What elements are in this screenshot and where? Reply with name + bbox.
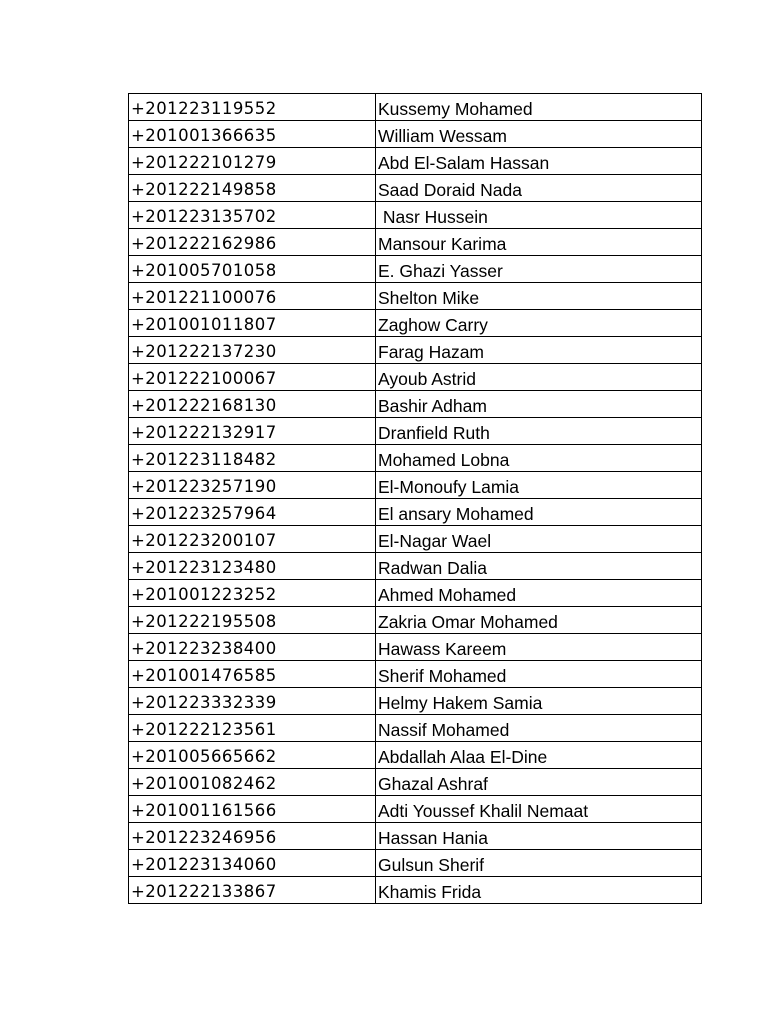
table-row — [129, 499, 702, 526]
phone-cell: +201222149858 — [129, 175, 376, 202]
table-row — [129, 850, 702, 877]
phone-cell: +201223135702 — [129, 202, 376, 229]
name-cell: Shelton Mike — [376, 283, 702, 310]
phone-cell: +201223119552 — [129, 94, 376, 121]
table-row — [129, 283, 702, 310]
phone-cell: +201222101279 — [129, 148, 376, 175]
phone-cell: +201222195508 — [129, 607, 376, 634]
table-row — [129, 94, 702, 121]
phone-cell: +201222162986 — [129, 229, 376, 256]
table-row — [129, 634, 702, 661]
table-row — [129, 769, 702, 796]
name-cell: El-Monoufy Lamia — [376, 472, 702, 499]
table-row — [129, 661, 702, 688]
phone-cell: +201223257190 — [129, 472, 376, 499]
name-cell: Zakria Omar Mohamed — [376, 607, 702, 634]
table-row — [129, 823, 702, 850]
name-cell: Sherif Mohamed — [376, 661, 702, 688]
name-cell: Ayoub Astrid — [376, 364, 702, 391]
name-cell: Helmy Hakem Samia — [376, 688, 702, 715]
name-cell: Gulsun Sherif — [376, 850, 702, 877]
table-row — [129, 202, 702, 229]
name-cell: Farag Hazam — [376, 337, 702, 364]
table-row — [129, 148, 702, 175]
table-row — [129, 742, 702, 769]
phone-cell: +201221100076 — [129, 283, 376, 310]
table-row — [129, 607, 702, 634]
name-cell: Saad Doraid Nada — [376, 175, 702, 202]
table-row — [129, 121, 702, 148]
name-cell: Radwan Dalia — [376, 553, 702, 580]
phone-cell: +201223200107 — [129, 526, 376, 553]
table-row — [129, 175, 702, 202]
phone-cell: +201222100067 — [129, 364, 376, 391]
phone-cell: +201222133867 — [129, 877, 376, 904]
table-row — [129, 337, 702, 364]
phone-cell: +201001366635 — [129, 121, 376, 148]
name-cell: El ansary Mohamed — [376, 499, 702, 526]
phone-cell: +201001011807 — [129, 310, 376, 337]
name-cell: Zaghow Carry — [376, 310, 702, 337]
name-cell: William Wessam — [376, 121, 702, 148]
name-cell: Abd El-Salam Hassan — [376, 148, 702, 175]
phone-cell: +201222132917 — [129, 418, 376, 445]
table-row — [129, 796, 702, 823]
table-row — [129, 418, 702, 445]
table-row — [129, 715, 702, 742]
phone-cell: +201001082462 — [129, 769, 376, 796]
phone-cell: +201005665662 — [129, 742, 376, 769]
phone-cell: +201222123561 — [129, 715, 376, 742]
name-cell: Dranfield Ruth — [376, 418, 702, 445]
name-cell: Bashir Adham — [376, 391, 702, 418]
phone-cell: +201001476585 — [129, 661, 376, 688]
table-row — [129, 553, 702, 580]
phone-cell: +201001161566 — [129, 796, 376, 823]
table-row — [129, 472, 702, 499]
phone-cell: +201223134060 — [129, 850, 376, 877]
contacts-table — [128, 93, 702, 904]
name-cell: Khamis Frida — [376, 877, 702, 904]
phone-cell: +201223332339 — [129, 688, 376, 715]
phone-cell: +201223246956 — [129, 823, 376, 850]
phone-cell: +201223118482 — [129, 445, 376, 472]
phone-cell: +201222137230 — [129, 337, 376, 364]
table-row — [129, 580, 702, 607]
table-row — [129, 364, 702, 391]
table-row — [129, 391, 702, 418]
phone-cell: +201005701058 — [129, 256, 376, 283]
phone-cell: +201001223252 — [129, 580, 376, 607]
name-cell: Nasr Hussein — [376, 202, 702, 229]
name-cell: Abdallah Alaa El-Dine — [376, 742, 702, 769]
table-row — [129, 445, 702, 472]
name-cell: Adti Youssef Khalil Nemaat — [376, 796, 702, 823]
name-cell: El-Nagar Wael — [376, 526, 702, 553]
name-cell: Kussemy Mohamed — [376, 94, 702, 121]
name-cell: Hawass Kareem — [376, 634, 702, 661]
name-cell: Ahmed Mohamed — [376, 580, 702, 607]
phone-cell: +201223238400 — [129, 634, 376, 661]
table-row — [129, 310, 702, 337]
phone-cell: +201223123480 — [129, 553, 376, 580]
name-cell: Mohamed Lobna — [376, 445, 702, 472]
name-cell: Mansour Karima — [376, 229, 702, 256]
name-cell: E. Ghazi Yasser — [376, 256, 702, 283]
contacts-table-body — [129, 94, 702, 904]
name-cell: Hassan Hania — [376, 823, 702, 850]
table-row — [129, 526, 702, 553]
phone-cell: +201222168130 — [129, 391, 376, 418]
name-cell: Nassif Mohamed — [376, 715, 702, 742]
table-row — [129, 688, 702, 715]
table-row — [129, 229, 702, 256]
table-row — [129, 256, 702, 283]
name-cell: Ghazal Ashraf — [376, 769, 702, 796]
phone-cell: +201223257964 — [129, 499, 376, 526]
table-row — [129, 877, 702, 904]
